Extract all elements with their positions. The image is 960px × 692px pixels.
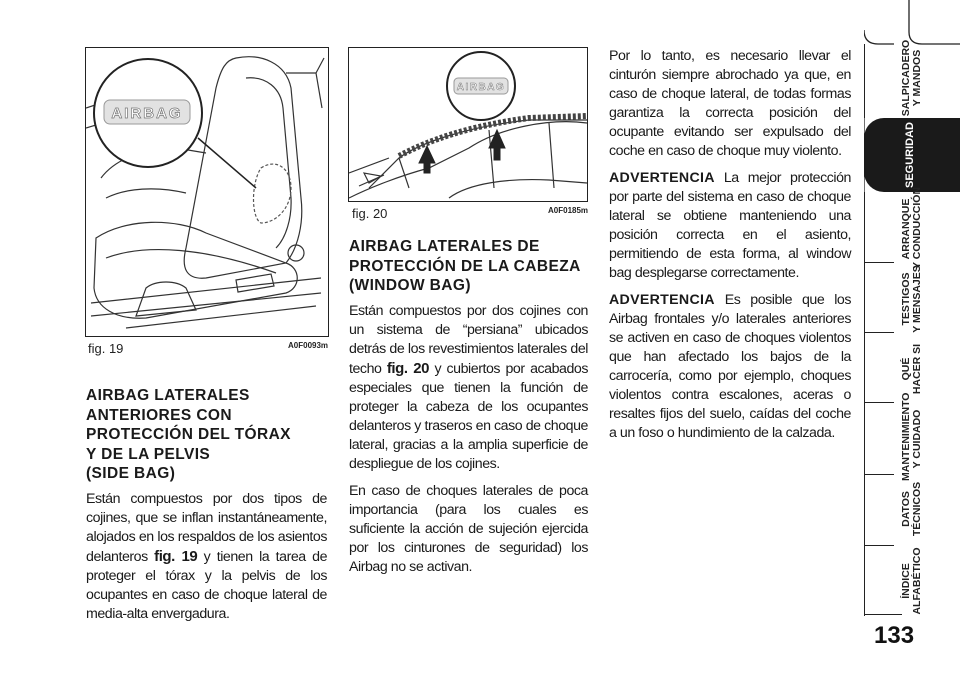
text: Es posible que los Airbag frontales y/o laterales anteriores se activen en caso de choques violentos que han afectado los bajos de la carrocería, como por ejemplo, choques violentos contra escalones, aceras o resaltes fijos del suelo, caídas del coche a un foso o hundimiento de la calzada. <box>609 292 851 441</box>
warning-label: ADVERTENCIA <box>609 170 715 186</box>
figure-reference: fig. 20 <box>386 359 430 377</box>
text: La mejor protección por parte del sistema en caso de choque lateral se obtiene manteniendo una posición correcta en el asiento, permitiendo de esta forma, al window bag desplegarse correctamente. <box>609 170 851 281</box>
tab-label: TESTIGOS Y MENSAJES <box>900 265 923 333</box>
figure-caption: fig. 20 <box>352 206 388 221</box>
section-heading: AIRBAG LATERALES DE PROTECCIÓN DE LA CABEZA (WINDOW BAG) <box>349 238 581 294</box>
page-number: 133 <box>874 622 915 649</box>
window-bag-illustration <box>349 48 587 201</box>
airbag-stamp: AIRBAG <box>456 82 506 93</box>
tab-indice[interactable] <box>864 548 960 614</box>
section-heading: AIRBAG LATERALES ANTERIORES CON PROTECCIÓN DEL TÓRAX Y DE LA PELVIS (SIDE BAG) <box>86 387 291 482</box>
warning-paragraph <box>609 291 851 443</box>
paragraph: Por lo tanto, es necesario llevar el cinturón siempre abrochado ya que, en caso de choque lateral, de todas formas garantiza la correcta posición del ocupante evitando ser expulsado del coche en caso de choque muy violento. <box>609 48 851 159</box>
tab-label: SEGURIDAD <box>904 122 916 189</box>
paragraph <box>86 490 327 624</box>
tab-seguridad[interactable] <box>864 118 960 192</box>
tab-testigos[interactable] <box>864 266 960 332</box>
text: y tienen la tarea de proteger el tórax y la pelvis de los ocupantes en caso de choque lateral de media-alta envergadura. <box>86 548 328 622</box>
airbag-stamp: AIRBAG <box>111 105 183 122</box>
column-2 <box>349 237 588 585</box>
column-3 <box>609 47 851 451</box>
text: Están compuestos por dos cojines con un sistema de “persiana” ubicados detrás de los revestimientos laterales del techo <box>349 302 588 377</box>
figure-code: A0F0185m <box>548 206 589 215</box>
warning-label: ADVERTENCIA <box>609 292 715 308</box>
figure-20 <box>348 47 588 202</box>
figure-caption: fig. 19 <box>88 341 124 356</box>
figure-code: A0F0093m <box>288 341 329 350</box>
tab-arranque[interactable] <box>864 186 960 269</box>
tab-que-hacer[interactable] <box>864 336 960 402</box>
tab-label: MANTENIMIENTO Y CUIDADO <box>900 392 923 481</box>
seat-airbag-illustration <box>86 48 328 336</box>
tab-datos[interactable] <box>864 476 960 542</box>
figure-reference: fig. 19 <box>154 547 198 565</box>
tab-label: ÍNDICE ALFABÉTICO <box>900 547 923 615</box>
column-1 <box>86 386 327 632</box>
tab-label: DATOS TÉCNICOS <box>900 481 923 537</box>
tab-label: ARRANQUE Y CONDUCCIÓN <box>900 186 923 269</box>
warning-paragraph <box>609 169 851 283</box>
text: Están compuestos por dos tipos de cojines, que se inflan instantáneamente, alojados en los respaldos de los asientos delanteros <box>86 490 327 565</box>
paragraph: En caso de choques laterales de poca importancia (para los cuales es suficiente la acción de sujeción ejercida por los cinturones de seguridad) los Airbag no se activan. <box>349 482 588 575</box>
figure-19 <box>85 47 329 337</box>
tab-label: QUÉ HACER SI <box>900 343 923 395</box>
tab-label: SALPICADERO Y MANDOS <box>900 39 923 117</box>
paragraph <box>349 302 588 474</box>
tab-mantenimiento[interactable] <box>864 392 960 481</box>
section-tabs <box>864 0 960 692</box>
tab-salpicadero[interactable] <box>864 39 960 117</box>
text: y cubiertos por acabados especiales que tienen la función de proteger la cabeza de los ocupantes delanteros y traseros en caso de choque lateral, gracias a la amplia superficie de despliegue de los cojines. <box>349 360 588 472</box>
